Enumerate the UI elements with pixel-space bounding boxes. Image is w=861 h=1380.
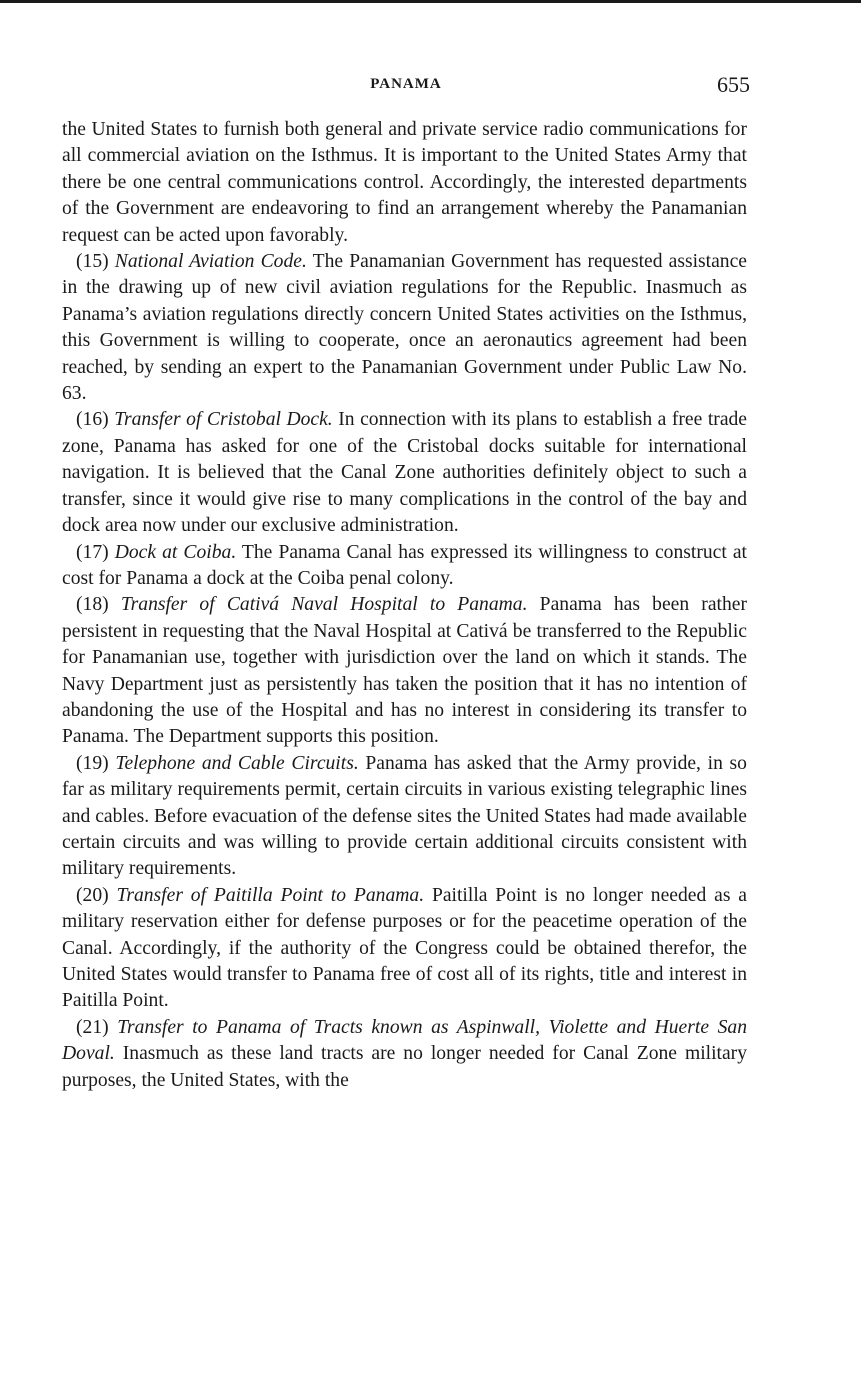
- paragraph-number: (19): [76, 752, 109, 774]
- page-number: 655: [717, 72, 750, 97]
- paragraph-heading: Transfer to Panama of Tracts known as Aspinwall, Violette and Huerte San Doval.: [62, 1016, 747, 1065]
- paragraph-text: The Panamanian Government has requested assistance in the drawing up of new civil aviation regulations for the Republic. Inasmuch as Panama’s aviation regulations directly concern United States activities on the Isthmus, this Government is willing to cooperate, once an aeronautics agreement had been reached, by sending an expert to the Panamanian Government under Public Law No. 63.: [62, 251, 747, 405]
- paragraph-heading: Transfer of Paitilla Point to Panama.: [116, 884, 425, 906]
- paragraph-number: (21): [76, 1016, 109, 1038]
- paragraph-heading: Transfer of Cristobal Dock.: [114, 409, 333, 431]
- paragraph-text: In connection with its plans to establish a free trade zone, Panama has asked for one of the Cristobal docks suitable for international navigation. It is believed that the Canal Zone authorities definitely object to such a transfer, since it would give rise to many complications in the control of the bay and dock area now under our exclusive administration.: [62, 409, 748, 537]
- paragraph-16: [62, 407, 747, 539]
- paragraph-text: Panama has asked that the Army provide, in so far as military requirements permit, certain circuits in various existing telegraphic lines and cables. Before evacuation of the defense sites the United States had made available certain circuits and was willing to provide certain additional circuits consistent with military requirements.: [62, 752, 747, 880]
- paragraph-15: [62, 249, 747, 407]
- paragraph-number: (16): [76, 409, 109, 431]
- paragraph-text: Panama has been rather persistent in requesting that the Naval Hospital at Cativá be transferred to the Republic for Panamanian use, together with jurisdiction over the land on which it stands. The Navy Department just as persistently has taken the position that it has no intention of abandoning the use of the Hospital and has no interest in considering its transfer to Panama. The Department supports this position.: [62, 594, 747, 748]
- page-header: [62, 72, 750, 102]
- paragraph-number: (18): [76, 594, 109, 616]
- paragraph-text: Paitilla Point is no longer needed as a military reservation either for defense purposes or for the peacetime operation of the Canal. Accordingly, if the authority of the Congress could be obtained therefor, the United States would transfer to Panama free of cost all of its rights, title and interest in Paitilla Point.: [62, 884, 747, 1012]
- page-top-rule: [0, 0, 861, 3]
- body-text: [62, 117, 747, 1094]
- paragraph-heading: Dock at Coiba.: [114, 541, 237, 563]
- paragraph-20: [62, 883, 747, 1015]
- paragraph-number: (20): [76, 884, 109, 906]
- paragraph-heading: National Aviation Code.: [114, 251, 307, 273]
- running-head: PANAMA: [370, 76, 442, 92]
- continuation-paragraph: the United States to furnish both general and private service radio communications for all commercial aviation on the Isthmus. It is important to the United States Army that there be one central communications control. Accordingly, the interested departments of the Government are endeavoring to find an arrangement whereby the Panamanian request can be acted upon favorably.: [62, 119, 747, 246]
- paragraph-number: (17): [76, 541, 109, 563]
- paragraph-heading: Transfer of Cativá Naval Hospital to Panama.: [120, 594, 528, 616]
- paragraph-number: (15): [76, 251, 109, 273]
- paragraph-19: [62, 751, 747, 883]
- paragraph-text: Inasmuch as these land tracts are no longer needed for Canal Zone military purposes, the United States, with the: [62, 1043, 747, 1091]
- paragraph-17: [62, 540, 747, 593]
- paragraph-text: The Panama Canal has expressed its willingness to construct at cost for Panama a dock at the Coiba penal colony.: [62, 541, 747, 589]
- paragraph-21: [62, 1015, 747, 1094]
- paragraph-heading: Telephone and Cable Circuits.: [115, 752, 359, 774]
- paragraph-18: [62, 592, 747, 750]
